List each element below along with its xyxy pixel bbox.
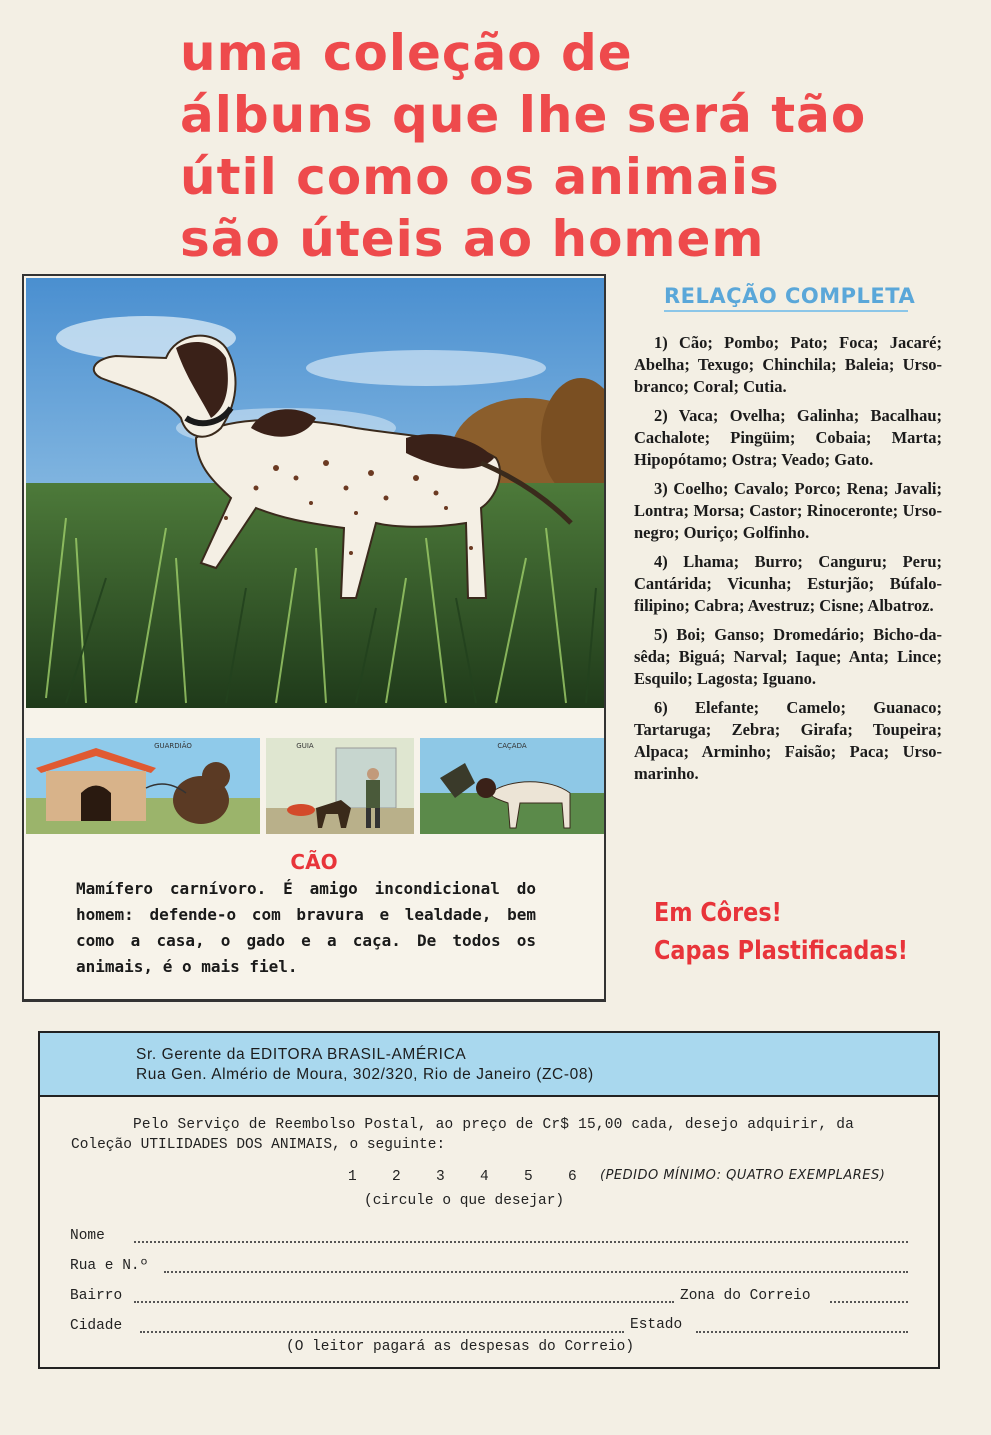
list-item: 6) Elefante; Camelo; Guanaco; Tartaruga; Zebra; Girafa; Toupeira; Alpaca; Arminho; Faisão; Paca; Urso-marinho. xyxy=(634,698,942,783)
dog-illustration xyxy=(26,278,604,708)
headline-line-1: uma coleção de xyxy=(180,24,633,82)
form-header-line-1: Sr. Gerente da EDITORA BRASIL-AMÉRICA xyxy=(136,1046,467,1063)
headline-line-4: são úteis ao homem xyxy=(180,210,765,268)
form-header-line-2: Rua Gen. Almério de Moura, 302/320, Rio de Janeiro (ZC-08) xyxy=(136,1066,594,1083)
list-item: 2) Vaca; Ovelha; Galinha; Bacalhau; Cachalote; Pingüim; Cobaia; Marta; Hipopótamo; Ostra; Veado; Gato. xyxy=(634,406,942,469)
minimum-order-note: (PEDIDO MÍNIMO: QUATRO EXEMPLARES) xyxy=(600,1168,886,1183)
number-option-6[interactable]: 6 xyxy=(568,1169,577,1185)
thumb-guardiao xyxy=(26,738,260,834)
card-description: Mamífero carnívoro. É amigo incondicional do homem: defende-o com bravura e lealdade, bem como a casa, o gado e a caça. De todos os animais, é o mais fiel. xyxy=(76,879,536,976)
card-title: CÃO xyxy=(290,850,338,874)
promo-line-1: Em Côres! xyxy=(654,898,782,928)
form-body-line-1: Pelo Serviço de Reembolso Postal, ao preço de Cr$ 15,00 cada, desejo adquirir, da xyxy=(133,1117,855,1133)
label-estado: Estado xyxy=(630,1317,683,1333)
list-item: 3) Coelho; Cavalo; Porco; Rena; Javali; Lontra; Morsa; Castor; Rinoceronte; Urso-negro; Ouriço; Golfinho. xyxy=(634,479,942,542)
number-option-2[interactable]: 2 xyxy=(392,1169,401,1185)
thumb-caption-cacada: CAÇADA xyxy=(497,742,527,750)
label-cidade: Cidade xyxy=(70,1318,123,1334)
thumb-caption-guia: GUIA xyxy=(296,742,314,750)
input-nome[interactable] xyxy=(134,1231,908,1243)
relacao-title: RELAÇÃO COMPLETA xyxy=(664,284,908,312)
promo-line-2: Capas Plastificadas! xyxy=(654,936,909,966)
promo-text xyxy=(654,894,912,970)
input-estado[interactable] xyxy=(696,1321,908,1333)
number-option-3[interactable]: 3 xyxy=(436,1169,445,1185)
number-option-4[interactable]: 4 xyxy=(480,1169,489,1185)
thumb-guia xyxy=(266,738,414,834)
input-rua[interactable] xyxy=(164,1261,908,1273)
number-option-5[interactable]: 5 xyxy=(524,1169,533,1185)
label-bairro: Bairro xyxy=(70,1288,123,1304)
form-body-line-2: Coleção UTILIDADES DOS ANIMAIS, o seguinte: xyxy=(71,1137,446,1153)
list-item: 5) Boi; Ganso; Dromedário; Bicho-da-sêda; Biguá; Narval; Iaque; Anta; Lince; Esquilo; Lagosta; Iguano. xyxy=(634,625,942,688)
circle-instruction: (circule o que desejar) xyxy=(364,1193,565,1209)
relacao-list xyxy=(634,332,942,792)
headline-line-3: útil como os animais xyxy=(180,148,780,206)
input-zona[interactable] xyxy=(830,1291,908,1303)
headline xyxy=(180,22,880,270)
number-option-1[interactable]: 1 xyxy=(348,1169,357,1185)
form-footer-note: (O leitor pagará as despesas do Correio) xyxy=(286,1339,635,1355)
album-card xyxy=(22,274,606,1002)
list-item: 1) Cão; Pombo; Pato; Foca; Jacaré; Abelha; Texugo; Chinchila; Baleia; Urso-branco; Coral; Cutia. xyxy=(634,333,942,396)
list-item: 4) Lhama; Burro; Canguru; Peru; Cantárida; Vicunha; Esturjão; Búfalo-filipino; Cabra; Avestruz; Cisne; Albatroz. xyxy=(634,552,942,615)
order-form xyxy=(38,1031,940,1369)
input-cidade[interactable] xyxy=(140,1321,624,1333)
form-header xyxy=(40,1033,938,1097)
label-rua: Rua e N.º xyxy=(70,1258,149,1274)
thumb-cacada xyxy=(420,738,604,834)
headline-line-2: álbuns que lhe será tão xyxy=(180,86,867,144)
thumb-caption-guardiao: GUARDIÃO xyxy=(154,742,192,750)
label-nome: Nome xyxy=(70,1228,105,1244)
thumbnail-strip xyxy=(26,738,604,834)
label-zona: Zona do Correio xyxy=(680,1288,811,1304)
input-bairro[interactable] xyxy=(134,1291,674,1303)
